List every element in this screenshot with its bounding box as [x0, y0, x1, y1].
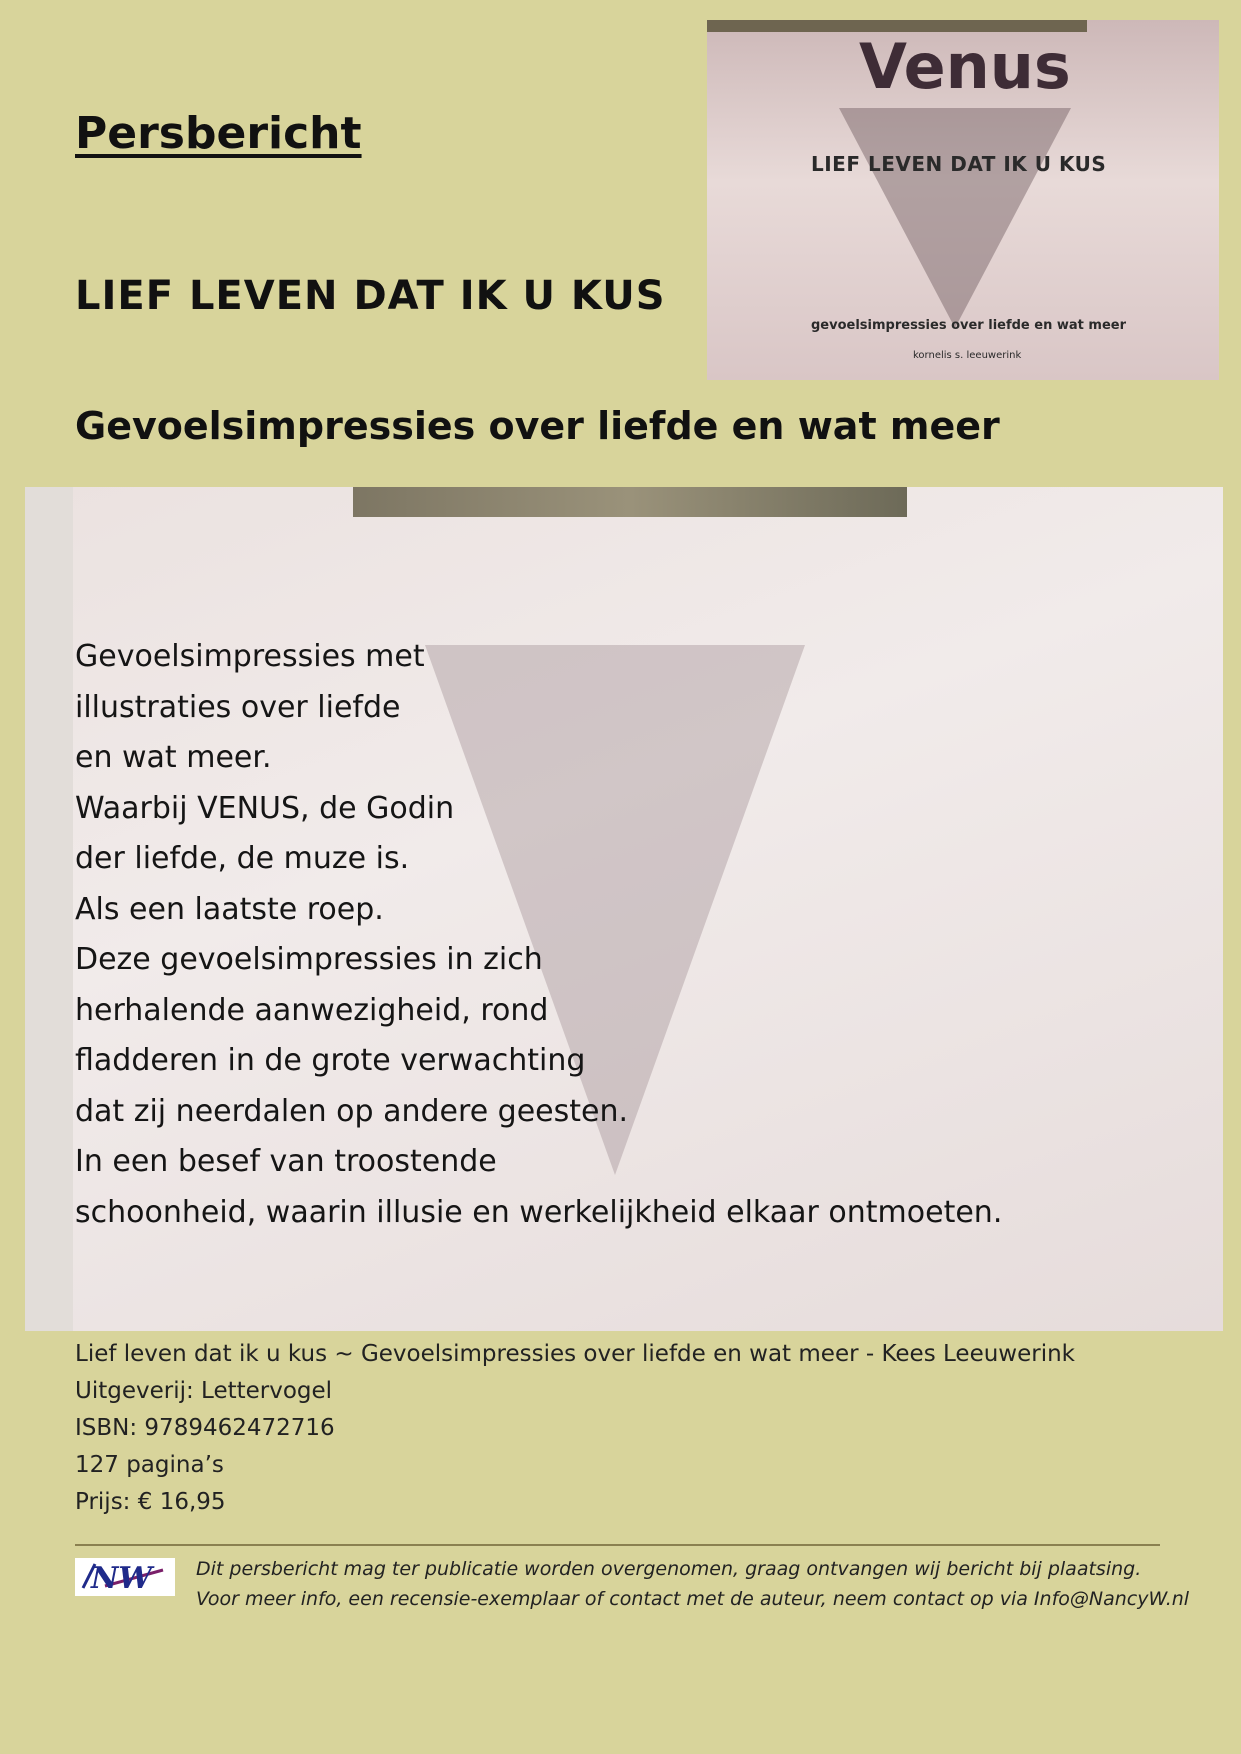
- body-line: Gevoelsimpressies met: [75, 639, 425, 674]
- illustration-top-band: [353, 487, 907, 517]
- cover-author: kornelis s. leeuwerink: [913, 350, 1022, 361]
- info-publisher: Uitgeverij: Lettervogel: [75, 1378, 333, 1404]
- info-title-line: Lief leven dat ik u kus ~ Gevoelsimpressies over liefde en wat meer - Kees Leeuwerink: [75, 1341, 1075, 1367]
- footer-disclaimer: [196, 1554, 1189, 1614]
- illustration-left-strip: [25, 487, 73, 1331]
- body-line: illustraties over liefde: [75, 689, 401, 725]
- book-cover-image: [707, 20, 1219, 380]
- info-price: Prijs: € 16,95: [75, 1489, 226, 1515]
- body-line: Als een laatste roep.: [75, 891, 384, 927]
- book-subtitle: Gevoelsimpressies over liefde en wat meer: [75, 404, 1000, 448]
- body-line: fladderen in de grote verwachting: [75, 1043, 586, 1078]
- nw-logo-text: NW: [91, 1561, 153, 1596]
- cover-book-subtitle: gevoelsimpressies over liefde en wat meer: [811, 318, 1126, 333]
- body-text: [75, 632, 1002, 1238]
- cover-venus-title: Venus: [859, 30, 1071, 103]
- disclaimer-line-1: Dit persbericht mag ter publicatie worden overgenomen, graag ontvangen wij bericht bij plaatsing.: [196, 1558, 1142, 1580]
- cover-triangle-illustration: [839, 108, 1071, 328]
- body-line: en wat meer.: [75, 740, 272, 775]
- footer-divider: [75, 1544, 1160, 1546]
- nw-logo-mark: [75, 1558, 175, 1596]
- book-title: LIEF LEVEN DAT IK U KUS: [75, 273, 666, 319]
- body-line: Waarbij VENUS, de Godin: [75, 790, 455, 826]
- body-line: Deze gevoelsimpressies in zich: [75, 942, 543, 977]
- disclaimer-line-2: Voor meer info, een recensie-exemplaar of contact met de auteur, neem contact op via Info@NancyW.nl: [196, 1588, 1190, 1610]
- cover-book-title: LIEF LEVEN DAT IK U KUS: [811, 152, 1107, 176]
- body-line: der liefde, de muze is.: [75, 841, 410, 876]
- body-line: In een besef van troostende: [75, 1144, 497, 1179]
- nw-logo: [75, 1558, 175, 1596]
- body-line: schoonheid, waarin illusie en werkelijkheid elkaar ontmoeten.: [75, 1194, 1003, 1230]
- page-heading: Persbericht: [75, 108, 362, 159]
- info-isbn: ISBN: 9789462472716: [75, 1415, 335, 1441]
- info-pages: 127 pagina’s: [75, 1452, 224, 1478]
- body-line: herhalende aanwezigheid, rond: [75, 992, 549, 1028]
- body-line: dat zij neerdalen op andere geesten.: [75, 1093, 629, 1129]
- book-info: [75, 1336, 1075, 1521]
